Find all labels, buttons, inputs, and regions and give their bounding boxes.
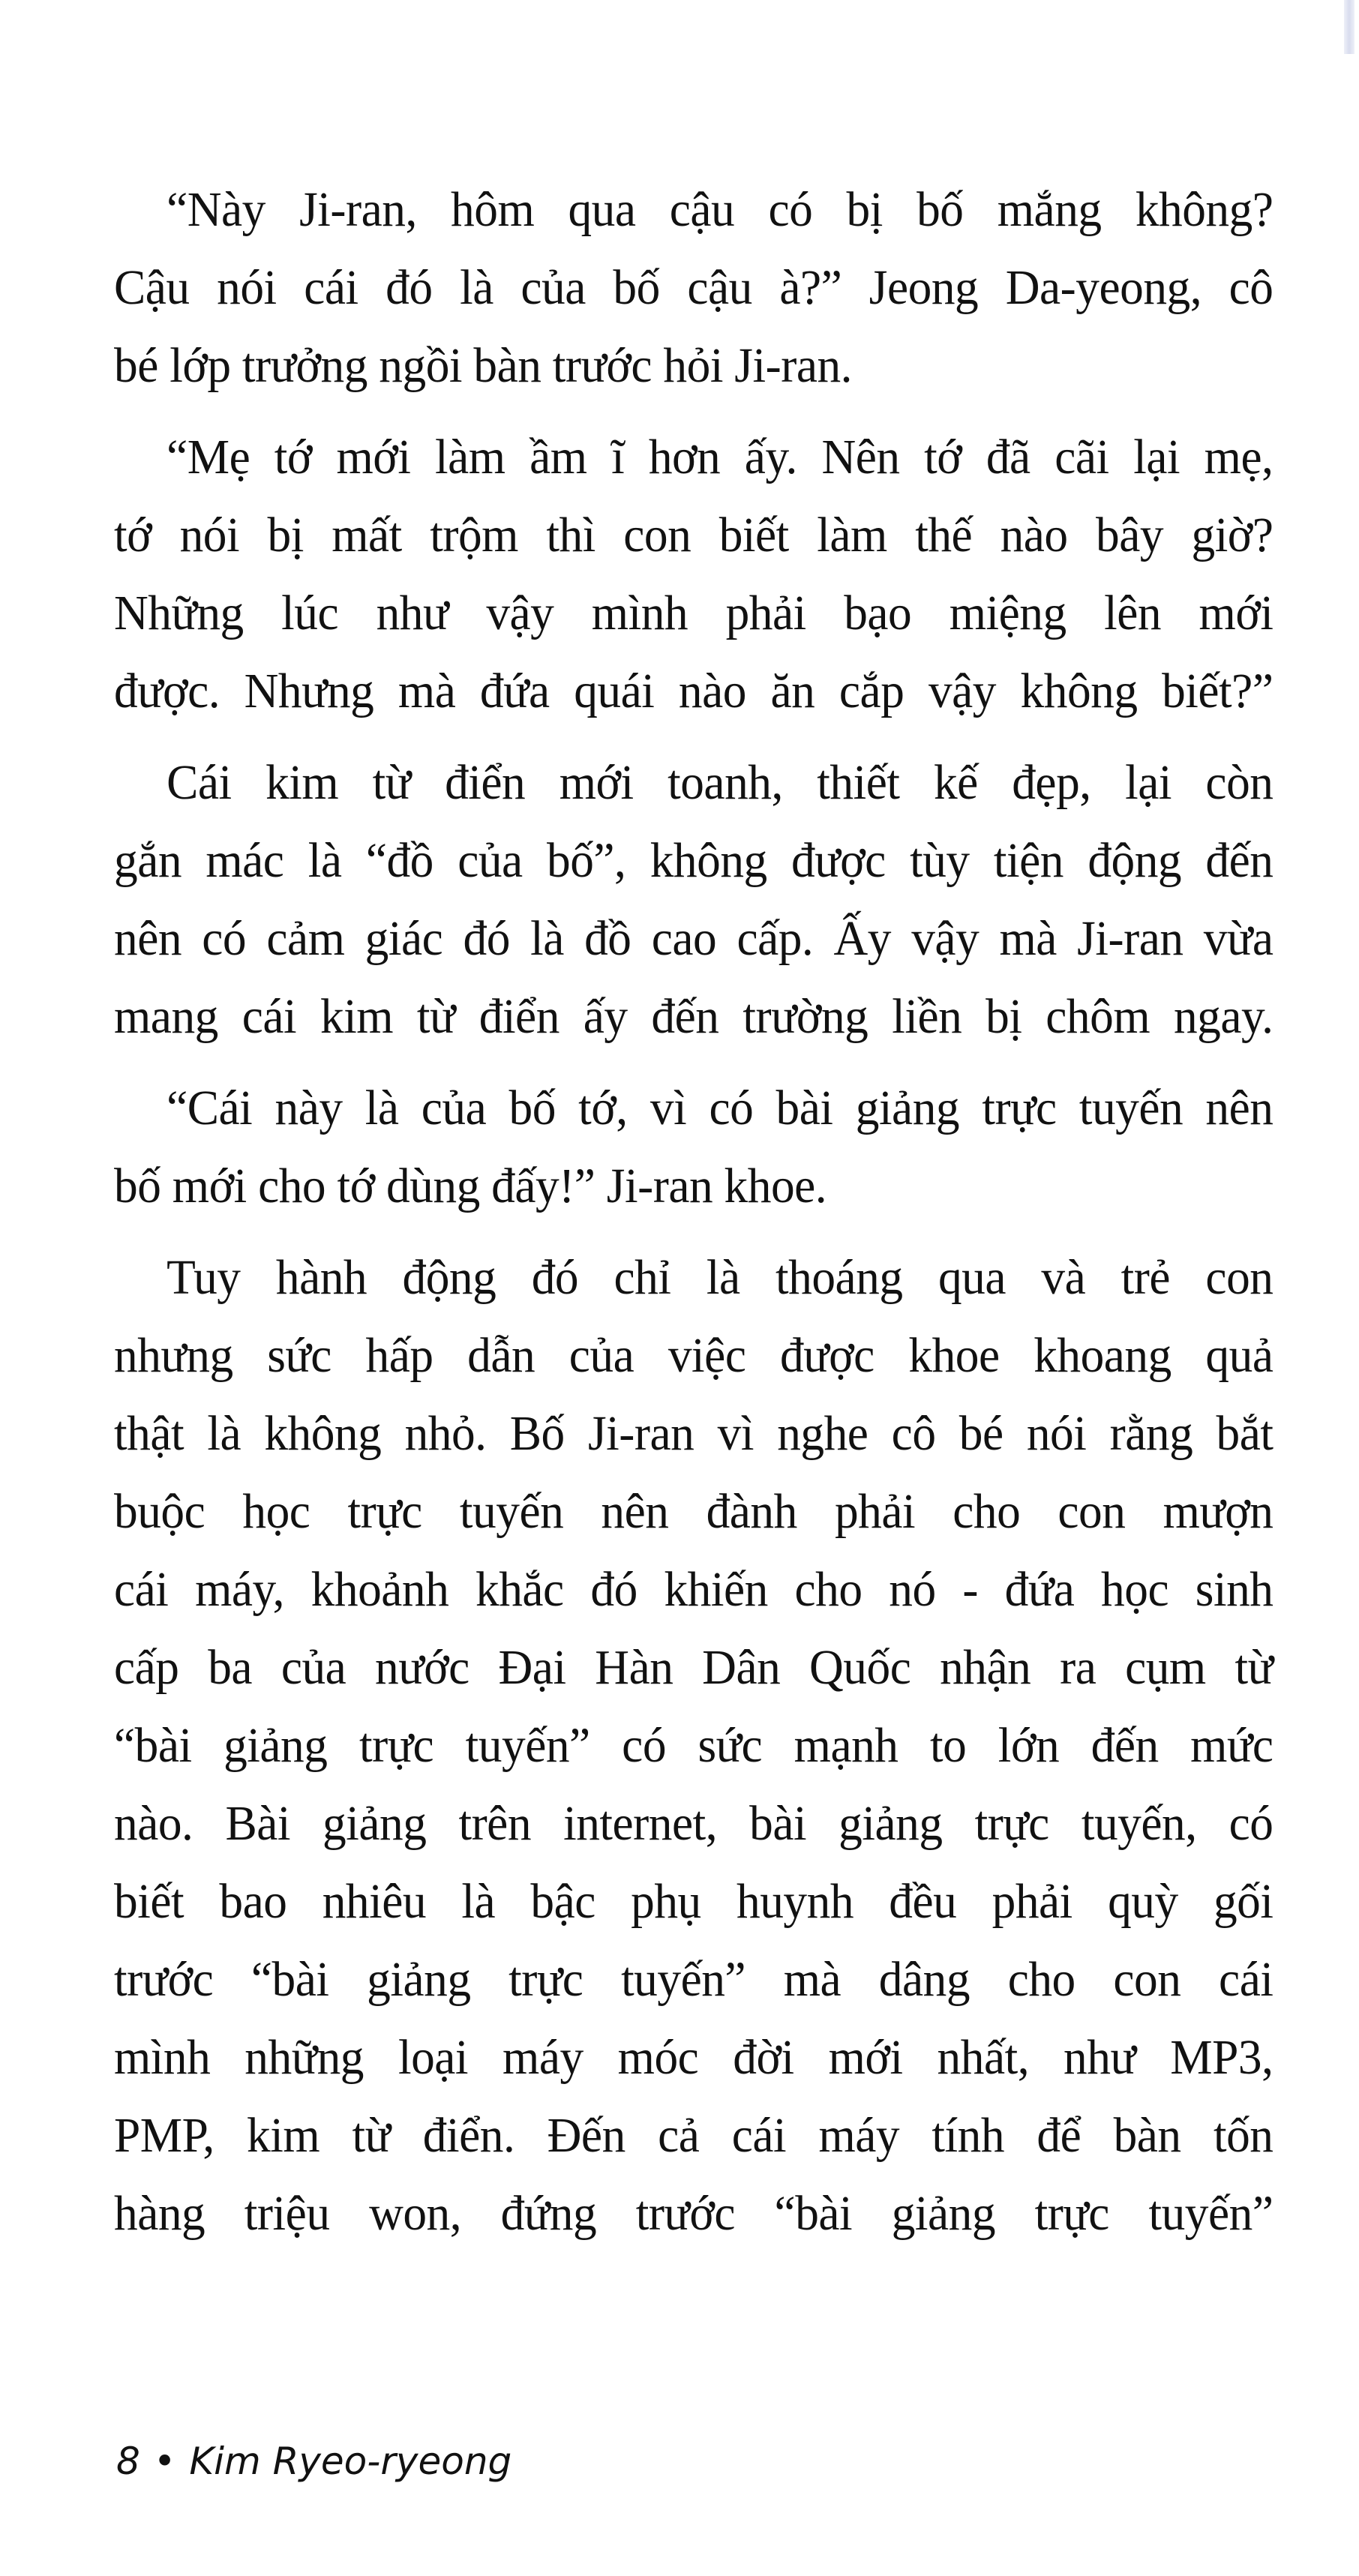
paragraph-5 [114, 1239, 1273, 2253]
text-line: nào. Bài giảng trên internet, bài giảng trực tuyến, có [114, 1796, 1274, 1851]
text-line: “Này Ji-ran, hôm qua cậu có bị bố mắng không? [166, 182, 1274, 237]
text-line: “bài giảng trực tuyến” có sức mạnh to lớn đến mức [114, 1718, 1274, 1773]
paragraph-3 [114, 744, 1273, 1056]
text-line: cấp ba của nước Đại Hàn Dân Quốc nhận ra cụm từ [114, 1640, 1274, 1695]
paragraph-4 [114, 1069, 1273, 1225]
page-body [114, 171, 1273, 2266]
text-line: Tuy hành động đó chỉ là thoáng qua và trẻ con [166, 1250, 1274, 1305]
text-line: PMP, kim từ điển. Đến cả cái máy tính để bàn tốn [114, 2108, 1274, 2163]
page-edge-strip [1344, 0, 1354, 54]
text-line: bố mới cho tớ dùng đấy!” Ji-ran khoe. [114, 1159, 827, 1213]
page-footer [116, 2439, 512, 2484]
paragraph-1 [114, 171, 1273, 405]
bullet-separator-icon: • [153, 2440, 176, 2483]
text-line: tớ nói bị mất trộm thì con biết làm thế nào bây giờ? [114, 508, 1274, 562]
text-line: biết bao nhiêu là bậc phụ huynh đều phải quỳ gối [114, 1874, 1274, 1929]
paragraph-2 [114, 418, 1273, 730]
author-name: Kim Ryeo-ryeong [189, 2440, 512, 2483]
text-line: nên có cảm giác đó là đồ cao cấp. Ấy vậy mà Ji-ran vừa [114, 911, 1274, 966]
text-line: “Mẹ tớ mới làm ầm ĩ hơn ấy. Nên tớ đã cãi lại mẹ, [166, 430, 1274, 484]
text-line: hàng triệu won, đứng trước “bài giảng trực tuyến” [114, 2186, 1274, 2241]
page-number: 8 [116, 2440, 140, 2483]
text-line: mình những loại máy móc đời mới nhất, như MP3, [114, 2030, 1274, 2085]
text-line: thật là không nhỏ. Bố Ji-ran vì nghe cô bé nói rằng bắt [114, 1406, 1274, 1461]
text-line: trước “bài giảng trực tuyến” mà dâng cho con cái [114, 1952, 1274, 2007]
text-line: nhưng sức hấp dẫn của việc được khoe khoang quả [114, 1328, 1274, 1383]
text-line: bé lớp trưởng ngồi bàn trước hỏi Ji-ran. [114, 338, 853, 393]
text-line: mang cái kim từ điển ấy đến trường liền bị chôm ngay. [114, 989, 1274, 1044]
text-line: Những lúc như vậy mình phải bạo miệng lên mới [114, 586, 1274, 640]
text-line: buộc học trực tuyến nên đành phải cho con mượn [114, 1484, 1274, 1539]
text-line: “Cái này là của bố tớ, vì có bài giảng trực tuyến nên [166, 1081, 1274, 1135]
text-line: được. Nhưng mà đứa quái nào ăn cắp vậy không biết?” [114, 664, 1274, 718]
text-line: Cậu nói cái đó là của bố cậu à?” Jeong Da-yeong, cô [114, 260, 1274, 315]
text-line: cái máy, khoảnh khắc đó khiến cho nó - đứa học sinh [114, 1562, 1274, 1617]
text-line: Cái kim từ điển mới toanh, thiết kế đẹp, lại còn [166, 755, 1274, 810]
text-line: gắn mác là “đồ của bố”, không được tùy tiện động đến [114, 833, 1274, 888]
